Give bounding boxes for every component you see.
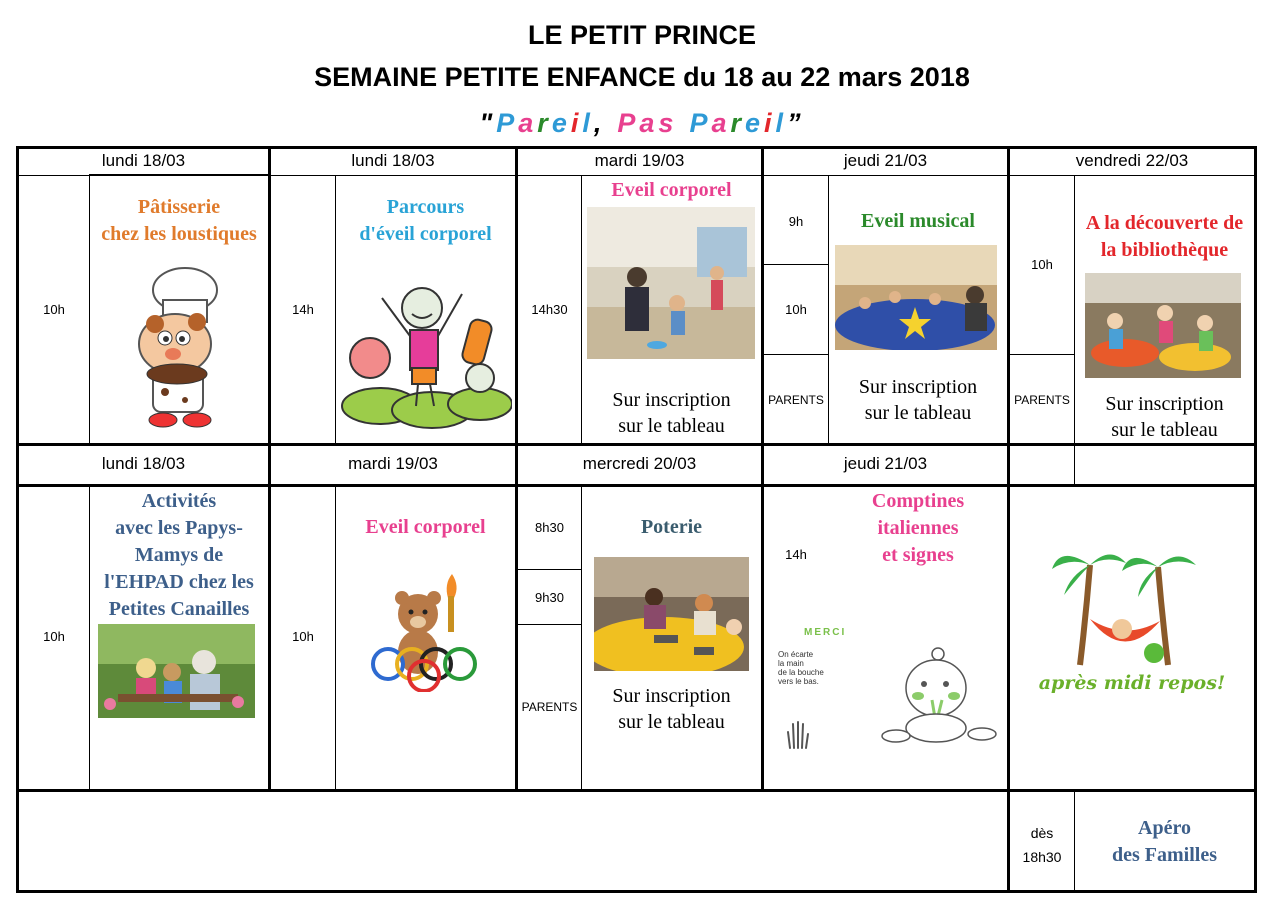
registration-note-line: Sur inscription bbox=[612, 389, 731, 411]
time-label: PARENTS bbox=[1014, 393, 1070, 407]
tagline-letter: , bbox=[593, 108, 606, 138]
activity-title-line: d'éveil corporel bbox=[359, 223, 492, 245]
registration-note-line: sur le tableau bbox=[618, 711, 725, 733]
time-label: 10h bbox=[292, 629, 314, 644]
activity-title-line: Comptines bbox=[871, 490, 965, 512]
tagline-letter: r bbox=[730, 108, 745, 138]
time-label: 10h bbox=[43, 629, 65, 644]
tagline-letter: e bbox=[745, 108, 765, 138]
activity-title bbox=[1075, 210, 1254, 264]
day-header: lundi 18/03 bbox=[101, 151, 186, 170]
day-header: mercredi 20/03 bbox=[582, 454, 697, 473]
time-label bbox=[1010, 821, 1074, 869]
grandparents-photo bbox=[98, 624, 255, 718]
activity-title: Eveil musical bbox=[861, 210, 975, 232]
time-label: 10h bbox=[1031, 257, 1053, 272]
activity-title bbox=[1075, 815, 1254, 869]
hand-sign-icon bbox=[784, 718, 812, 752]
day-header: lundi 18/03 bbox=[101, 454, 186, 473]
activity-title-line: avec les Papys- bbox=[115, 517, 243, 539]
time-label: 14h30 bbox=[531, 302, 568, 317]
time-label: 10h bbox=[43, 302, 65, 317]
tagline-letter: a bbox=[518, 108, 538, 138]
activity-photo bbox=[594, 557, 749, 671]
day-header: mardi 19/03 bbox=[348, 454, 438, 473]
activity-title-line: italiennes bbox=[877, 517, 959, 539]
time-label: 14h bbox=[785, 547, 807, 562]
activity-photo bbox=[587, 207, 755, 359]
baby-sign-image bbox=[878, 640, 1000, 750]
sign-word: MERCI bbox=[804, 627, 847, 638]
sign-caption-line: de la bouche bbox=[778, 668, 824, 677]
activity-title-line: Pâtisserie bbox=[137, 196, 221, 218]
registration-note bbox=[582, 387, 761, 439]
activity-title-line: des Familles bbox=[1112, 844, 1217, 866]
activity-title-line: Activités bbox=[141, 490, 217, 512]
day-header: vendredi 22/03 bbox=[1075, 151, 1189, 170]
page-title: LE PETIT PRINCE bbox=[527, 20, 757, 50]
rest-caption: après midi repos! bbox=[1038, 672, 1226, 694]
registration-note-line: sur le tableau bbox=[618, 415, 725, 437]
activity-title: Poterie bbox=[640, 516, 703, 538]
activity-title bbox=[90, 194, 268, 248]
tagline-letter: e bbox=[551, 108, 571, 138]
activity-title-line: Mamys de bbox=[134, 544, 224, 566]
time-label: 9h30 bbox=[535, 590, 564, 605]
registration-note bbox=[829, 374, 1007, 426]
tagline-letter: l bbox=[582, 108, 594, 138]
time-label: 8h30 bbox=[535, 520, 564, 535]
registration-note-line: Sur inscription bbox=[612, 685, 731, 707]
sign-caption-line: On écarte bbox=[778, 650, 814, 659]
activity-title bbox=[336, 194, 515, 248]
activity-title-line: Petites Canailles bbox=[108, 598, 250, 620]
activity-title-line: A la découverte de bbox=[1085, 212, 1244, 234]
activity-title bbox=[829, 488, 1007, 569]
tagline-letter: i bbox=[570, 108, 583, 138]
registration-note-line: Sur inscription bbox=[858, 376, 978, 398]
activity-title-line: chez les loustiques bbox=[101, 223, 257, 245]
registration-note bbox=[1075, 391, 1254, 443]
theme-tagline: "Pareil, Pas Pareil” bbox=[479, 108, 805, 138]
sign-caption-line: vers le bas. bbox=[778, 677, 819, 686]
day-header: jeudi 21/03 bbox=[843, 454, 928, 473]
tagline-letter: r bbox=[537, 108, 552, 138]
day-header: lundi 18/03 bbox=[351, 151, 435, 170]
activity-title-line: la bibliothèque bbox=[1100, 239, 1229, 261]
time-label: PARENTS bbox=[768, 393, 824, 407]
olympic-bear-image bbox=[368, 566, 483, 692]
tagline-letter: i bbox=[764, 108, 776, 138]
palm-tree-hammock-image bbox=[1050, 545, 1200, 673]
tagline-letter: P bbox=[496, 108, 519, 138]
activity-title-line: l'EHPAD chez les bbox=[104, 571, 254, 593]
page-subtitle: SEMAINE PETITE ENFANCE du 18 au 22 mars 2018 bbox=[314, 62, 970, 92]
kids-drawing-image bbox=[340, 278, 512, 438]
day-header: jeudi 21/03 bbox=[843, 151, 928, 170]
tagline-letter: l bbox=[775, 108, 788, 138]
time-label: 10h bbox=[785, 302, 807, 317]
activity-title-line: et signes bbox=[882, 544, 954, 566]
chef-cartoon-image bbox=[125, 262, 235, 432]
activity-photo bbox=[835, 245, 997, 350]
activity-photo bbox=[1085, 273, 1241, 378]
activity-title-line: Apéro bbox=[1138, 817, 1191, 839]
tagline-letter: a bbox=[711, 108, 731, 138]
registration-note-line: sur le tableau bbox=[1111, 419, 1218, 441]
sign-caption bbox=[778, 650, 838, 686]
registration-note bbox=[582, 683, 761, 735]
activity-title bbox=[90, 488, 268, 623]
tagline-letter: Pas bbox=[617, 108, 678, 138]
activity-title-line: Parcours bbox=[386, 196, 465, 218]
registration-note-line: sur le tableau bbox=[864, 402, 972, 424]
day-header: mardi 19/03 bbox=[594, 151, 685, 170]
time-label-line: 18h30 bbox=[1022, 849, 1062, 865]
time-label-line: dès bbox=[1030, 825, 1054, 841]
tagline-letter: P bbox=[689, 108, 712, 138]
activity-title: Eveil corporel bbox=[611, 179, 732, 201]
sign-caption-line: la main bbox=[778, 659, 804, 668]
time-label: 14h bbox=[292, 302, 314, 317]
time-label: PARENTS bbox=[521, 700, 578, 714]
activity-title: Eveil corporel bbox=[365, 516, 486, 538]
registration-note-line: Sur inscription bbox=[1105, 393, 1224, 415]
time-label: 9h bbox=[788, 214, 804, 229]
